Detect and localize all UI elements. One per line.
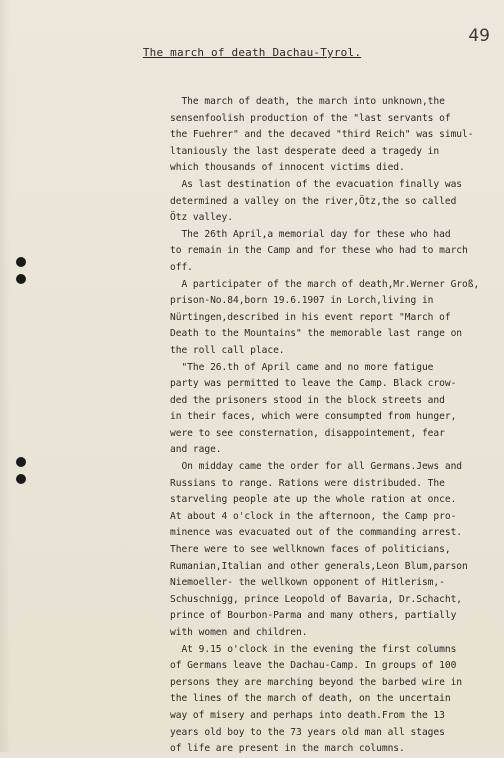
text-line: Russians to range. Rations were distribuded. The <box>170 477 445 489</box>
paragraph <box>170 459 488 642</box>
text-line: of life are present in the march columns. <box>170 743 405 755</box>
paragraph <box>170 177 488 227</box>
paragraph <box>170 360 488 460</box>
document-body <box>170 94 488 758</box>
text-line: determined a valley on the river,Ötz,the so called <box>170 195 457 207</box>
text-line: years old boy to the 73 years old man all stages <box>170 726 445 738</box>
text-line: the roll call place. <box>170 344 285 356</box>
text-line: On midday came the order for all Germans.Jews and <box>170 461 463 473</box>
punch-hole <box>16 474 26 484</box>
text-line: Ötz valley. <box>170 212 233 224</box>
text-line: off. <box>170 261 193 273</box>
page-number: 49 <box>468 26 490 46</box>
paragraph <box>170 227 488 277</box>
text-line: way of misery and perhaps into death.From the 13 <box>170 709 445 721</box>
text-line: A participater of the march of death,Mr.Werner Groß, <box>170 278 480 290</box>
text-line: At 9.15 o'clock in the evening the first columns <box>170 643 457 655</box>
text-line: and rage. <box>170 444 222 456</box>
text-line: At about 4 o'clock in the afternoon, the Camp pro- <box>170 510 457 522</box>
text-line: with women and children. <box>170 627 308 638</box>
paragraph <box>170 277 488 360</box>
text-line: which thousands of innocent victims died. <box>170 162 405 174</box>
text-line: the lines of the march of death, on the uncertain <box>170 693 451 705</box>
text-line: prison-No.84,born 19.6.1907 in Lorch,living in <box>170 295 434 307</box>
document-title <box>0 46 504 59</box>
text-line: Rumanian,Italian and other generals,Leon Blum,parson <box>170 560 468 572</box>
text-line: the Fuehrer" and the decaved "third Reich" was simul- <box>170 129 474 141</box>
paragraph <box>170 642 488 758</box>
text-line: sensenfoolish production of the "last servants of <box>170 112 451 124</box>
text-line: of Germans leave the Dachau-Camp. In groups of 100 <box>170 660 457 672</box>
page-edge-shadow <box>0 0 10 752</box>
text-line: prince of Bourbon-Parma and many others, partially <box>170 610 457 622</box>
punch-hole <box>16 457 26 467</box>
text-line: ded the prisoners stood in the block streets and <box>170 394 445 406</box>
text-line: Nürtingen,described in his event report "March of <box>170 311 451 323</box>
text-line: persons they are marching beyond the barbed wire in <box>170 676 463 688</box>
text-line: to remain in the Camp and for these who had to march <box>170 245 468 257</box>
text-line: Niemoeller- the wellkown opponent of Hitlerism,- <box>170 577 445 589</box>
text-line: in their faces, which were consumpted from hunger, <box>170 411 457 423</box>
text-line: ltaniously the last desperate deed a tragedy in <box>170 145 440 157</box>
text-line: Death to the Mountains" the memorable last range on <box>170 328 463 340</box>
text-line: The march of death, the march into unknown,the <box>170 96 445 107</box>
document-title-text: The march of death Dachau-Tyrol. <box>142 46 362 59</box>
punch-hole <box>16 274 26 284</box>
text-line: party was permitted to leave the Camp. Black crow- <box>170 378 457 390</box>
text-line: Schuschnigg, prince Leopold of Bavaria, Dr.Schacht, <box>170 593 463 605</box>
text-line: As last destination of the evacuation finally was <box>170 178 463 190</box>
text-line: starveling people ate up the whole ration at once. <box>170 494 457 506</box>
text-line: were to see consternation, disappointement, fear <box>170 427 445 439</box>
text-line: "The 26.th of April came and no more fatigue <box>170 361 434 373</box>
text-line: The 26th April,a memorial day for these who had <box>170 228 451 240</box>
text-line: minence was evacuated out of the commanding arrest. <box>170 527 463 539</box>
punch-hole <box>16 257 26 267</box>
text-line: There were to see wellknown faces of politicians, <box>170 544 451 556</box>
paragraph <box>170 94 488 177</box>
